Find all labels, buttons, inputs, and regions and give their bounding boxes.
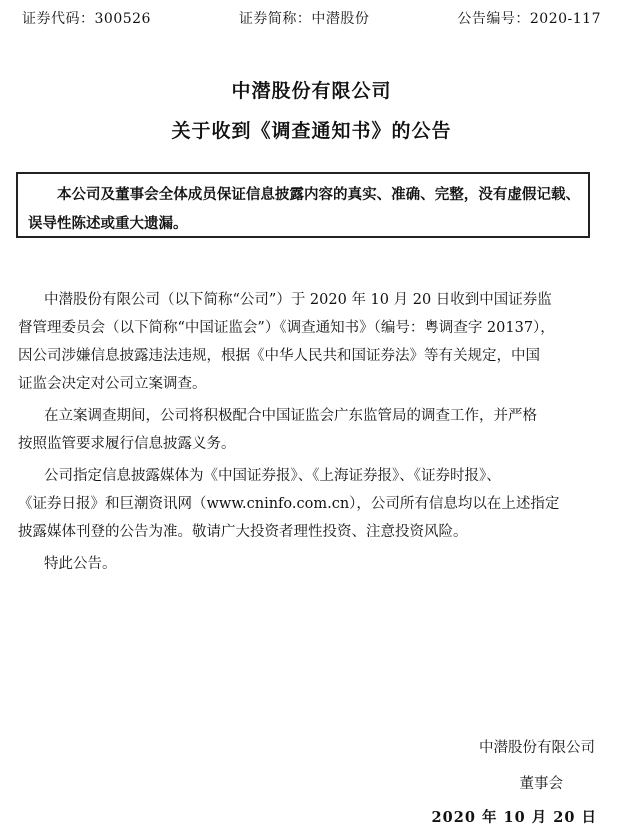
paragraph-line: 证监会决定对公司立案调查。	[18, 376, 207, 392]
signature-date: 2020 年 10 月 20 日	[431, 809, 597, 826]
paragraph-line: 因公司涉嫌信息披露违法违规，根据《中华人民共和国证券法》等有关规定，中国	[18, 348, 540, 364]
paragraph-2	[18, 402, 595, 458]
announcement-title: 关于收到《调查通知书》的公告	[171, 120, 452, 142]
disclosure-notice-box: 本公司及董事会全体成员保证信息披露内容的真实、准确、完整，没有虚假记载、误导性陈述或重大遗漏。	[16, 172, 590, 238]
notice-number: 公告编号：2020-117	[457, 11, 601, 27]
paragraph-3	[18, 462, 595, 546]
paragraph-line: 中潜股份有限公司（以下简称“公司”）于 2020 年 10 月 20 日收到中国证券监	[44, 292, 552, 308]
paragraph-line: 按照监管要求履行信息披露义务。	[18, 436, 236, 452]
paragraph-line: 公司指定信息披露媒体为《中国证券报》、《上海证券报》、《证券时报》、	[44, 468, 501, 484]
announcement-body	[18, 286, 595, 578]
company-title: 中潜股份有限公司	[231, 80, 392, 102]
paragraph-line: 披露媒体刊登的公告为准。敬请广大投资者理性投资、注意投资风险。	[18, 524, 468, 540]
paragraph-line: 督管理委员会（以下简称“中国证监会”）《调查通知书》（编号：粤调查字 20137），	[18, 320, 555, 336]
stock-name: 证券简称：中潜股份	[238, 11, 370, 27]
stock-code: 证券代码：300526	[22, 11, 151, 27]
paragraph-line: 特此公告。	[44, 556, 117, 572]
paragraph-line: 在立案调查期间，公司将积极配合中国证监会广东监管局的调查工作，并严格	[44, 408, 537, 424]
paragraph-4	[44, 550, 595, 578]
paragraph-line: 《证券日报》和巨潮资讯网（www.cninfo.com.cn），公司所有信息均以在上述指定	[18, 496, 560, 512]
paragraph-1	[18, 286, 595, 398]
signature-board: 董事会	[519, 776, 563, 792]
document-header	[22, 8, 601, 28]
signature-company: 中潜股份有限公司	[479, 740, 595, 756]
